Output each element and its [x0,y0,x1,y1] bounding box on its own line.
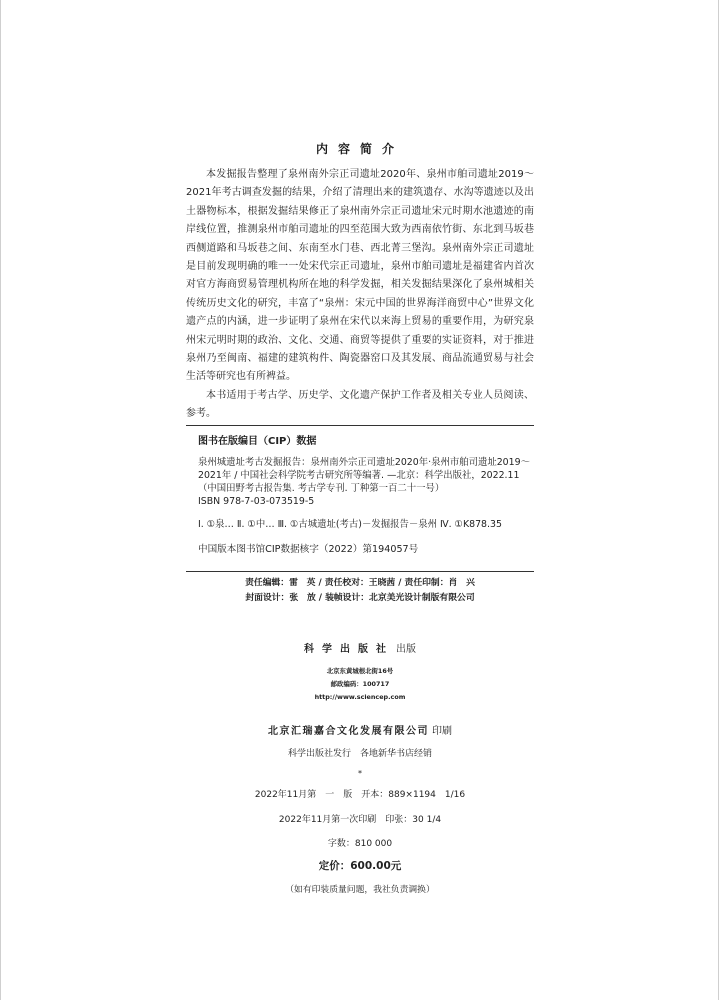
page-edge-right [718,0,719,1000]
summary-title: 内容简介 [315,142,404,156]
word-count: 字数：810 000 [327,839,393,849]
separator-asterisk: * [358,769,362,778]
divider-top [186,425,534,426]
printer-suffix: 印刷 [432,726,452,737]
credits-design: 封面设计：张 放 / 装帧设计：北京美光设计制版有限公司 [245,593,475,603]
publisher-postcode: 邮政编码：100717 [330,680,390,688]
publisher-line [186,640,534,655]
printer-line [186,722,534,737]
cip-description: 泉州城遗址考古发掘报告：泉州南外宗正司遗址2020年·泉州市舶司遗址2019～2021年 / 中国社会科学院考古研究所等编著. —北京：科学出版社，2022.11（中国田野考古报告集. 考古学专刊. 丁种第一百二十一号） [198,457,530,494]
page-edge-left [0,0,1,1000]
imprint-block [186,640,534,895]
summary-body [186,166,534,424]
summary-paragraph: 本书适用于考古学、历史学、文化遗产保护工作者及相关专业人员阅读、参考。 [186,389,534,420]
credits-block [186,576,534,606]
distribution-line: 科学出版社发行 各地新华书店经销 [287,749,432,759]
price: 定价：600.00元 [318,860,402,872]
edition-line: 2022年11月第 一 版 开本：889×1194 1/16 [254,790,466,800]
cip-number: 中国版本图书馆CIP数据核字（2022）第194057号 [198,544,419,555]
divider-bottom [186,571,534,572]
publisher-website: http://www.sciencep.com [314,693,406,701]
publisher-name: 科学出版社 [304,644,394,655]
summary-paragraph: 本发掘报告整理了泉州南外宗正司遗址2020年、泉州市舶司遗址2019～2021年考古调查发掘的结果，介绍了清理出来的建筑遗存、水沟等遗迹以及出土器物标本，根据发掘结果修正了泉州南外宗正司遗址宋元时期水池遗迹的南岸线位置，推测泉州市舶司遗址的四至范围大致为西南依竹街、东北到马坂巷西侧道路和马坂巷之间、东南至水门巷、西北菁三堡沟。泉州南外宗正司遗址是目前发现明确的唯一一处宋代宗正司遗址，泉州市舶司遗址是福建省内首次对官方海商贸易管理机构所在地的科学发掘，相关发掘结果深化了泉州城相关传统历史文化的研究，丰富了“泉州：宋元中国的世界海洋商贸中心”世界文化遗产点的内涵，进一步证明了泉州在宋代以来海上贸易的重要作用，为研究泉州宋元明时期的政治、文化、交通、商贸等提供了重要的实证资料，对于推进泉州乃至闽南、福建的建筑构件、陶瓷器窑口及其发展、商品流通贸易与社会生活等研究也有所裨益。 [186,169,534,383]
printing-line: 2022年11月第一次印刷 印张：30 1/4 [278,815,442,825]
cip-isbn: ISBN 978-7-03-073519-5 [198,496,315,507]
printer-name: 北京汇瑞嘉合文化发展有限公司 [268,726,429,737]
credits-editors: 责任编辑：雷 英 / 责任校对：王晓茜 / 责任印制：肖 兴 [245,578,475,588]
cip-title: 图书在版编目（CIP）数据 [198,436,317,447]
publisher-suffix: 出版 [396,644,416,655]
quality-notice: （如有印装质量问题，我社负责调换） [285,885,435,895]
publisher-address: 北京东黄城根北街16号 [326,667,394,675]
cip-classification: Ⅰ. ①泉… Ⅱ. ①中… Ⅲ. ①古城遗址(考古)－发掘报告－泉州 Ⅳ. ①K878.35 [198,519,502,530]
cip-block [198,432,534,556]
